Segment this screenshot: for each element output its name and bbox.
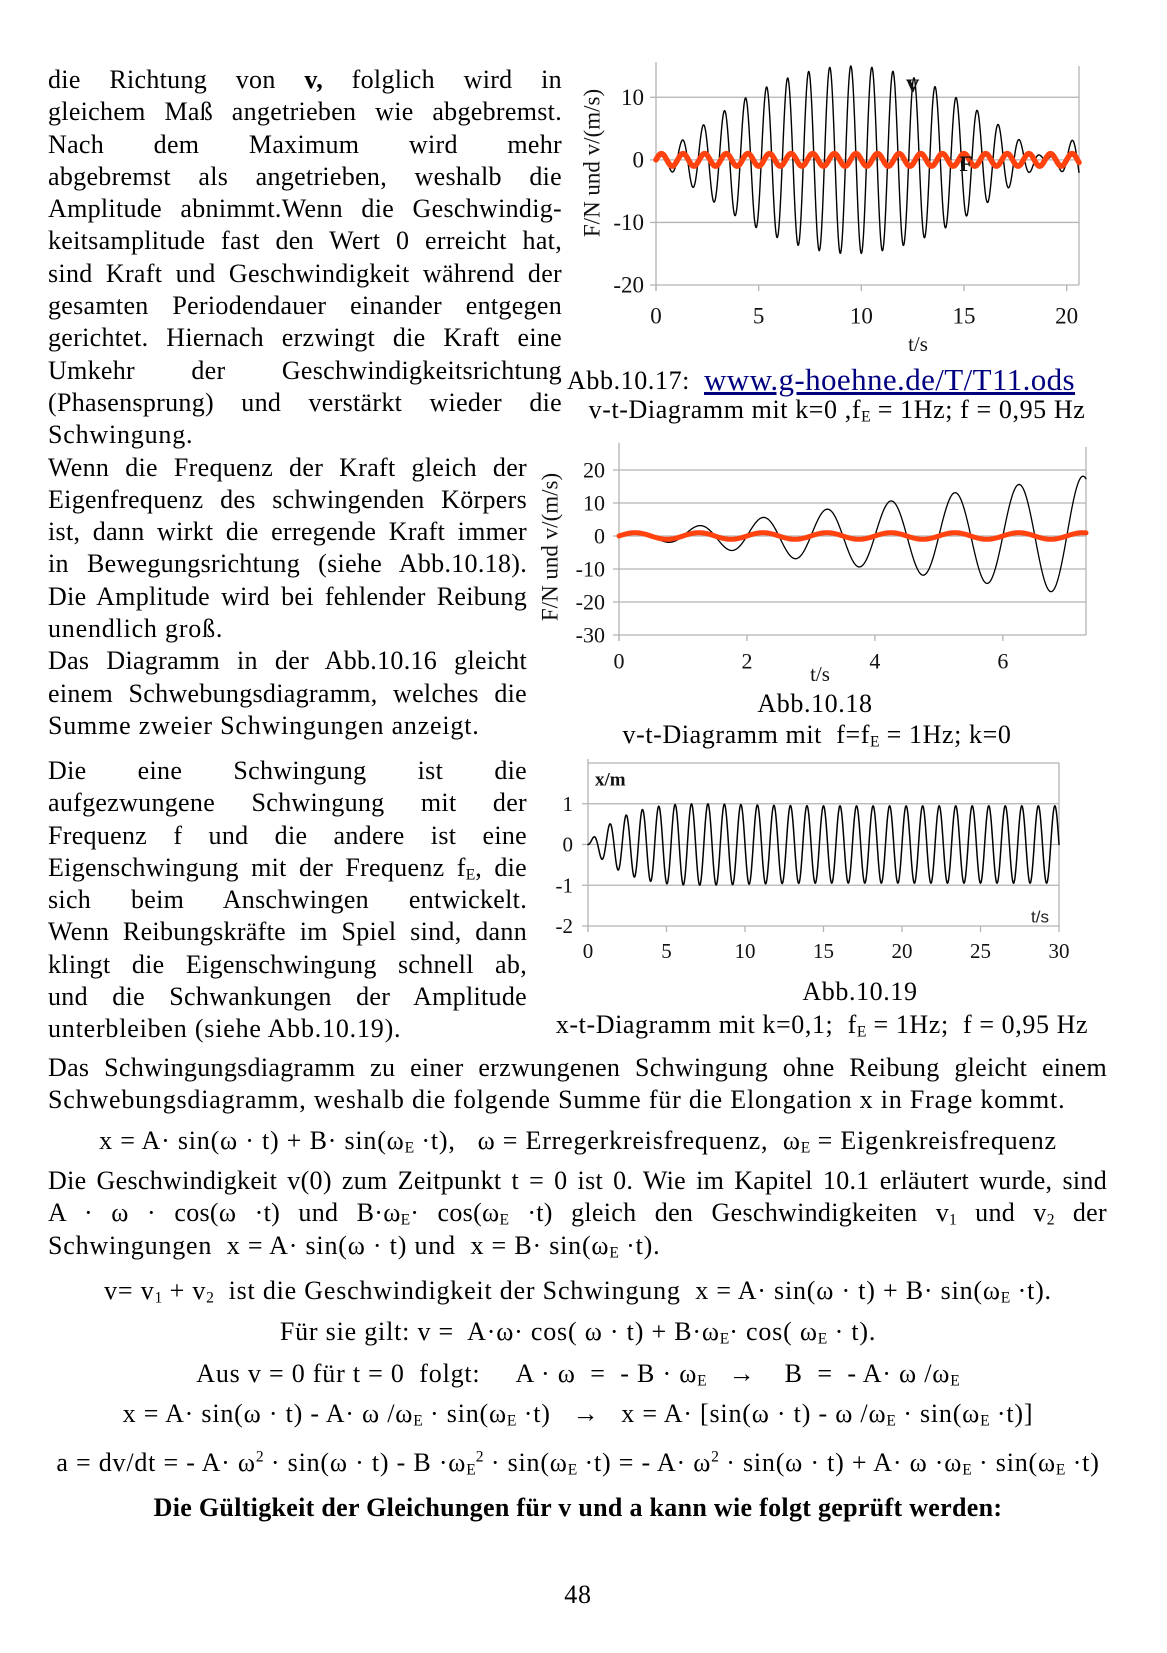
- text-line: Die eine Schwingung ist die: [48, 756, 527, 785]
- x-tick-label: 15: [952, 303, 976, 329]
- x-tick-label: 5: [661, 939, 672, 963]
- subscript: E: [861, 408, 871, 426]
- text-line: Eigenfrequenz des schwingenden Körpers: [48, 484, 527, 514]
- text-run: = 1Hz; f = 0,95 Hz: [866, 1010, 1089, 1039]
- y-tick-label: 20: [583, 457, 605, 483]
- text-line: Schwingung.: [48, 420, 194, 450]
- text-line: Nach dem Maximum wird mehr: [48, 129, 562, 159]
- y-tick-label: -30: [575, 622, 605, 648]
- series-annotation-label: F: [959, 151, 973, 177]
- text-run: → B = - A· ω /ω: [706, 1359, 951, 1388]
- text-run: Eigenschwingung mit der Frequenz f: [48, 852, 466, 882]
- text-run: , die: [475, 852, 527, 882]
- text-line: gesamten Periodendauer einander entgegen: [48, 291, 562, 321]
- text-line: Die Amplitude wird bei fehlender Reibung: [48, 581, 527, 611]
- y-axis-label: F/N und v/(m/s): [537, 472, 563, 622]
- y-axis-label: x/m: [595, 769, 626, 791]
- equation-acceleration: [0, 1447, 1167, 1479]
- subscript: E: [719, 1330, 730, 1348]
- subscript: E: [1000, 1289, 1011, 1307]
- subscript: E: [567, 1461, 578, 1479]
- text-line: Das Schwingungsdiagramm zu einer erzwungenen Schwingung ohne Reibung gleicht einem: [48, 1053, 1107, 1082]
- text-line: Schwebungsdiagramm, weshalb die folgende Summe für die Elongation x in Frage kommt.: [48, 1085, 1066, 1115]
- subscript: 2: [206, 1289, 214, 1307]
- y-tick-label: 1: [562, 791, 573, 816]
- text-run: ·t) gleich den Geschwindigkeiten v: [508, 1198, 950, 1228]
- text-line: [48, 64, 562, 96]
- text-line: sind Kraft und Geschwindigkeit während der: [48, 258, 562, 288]
- subscript: E: [506, 1412, 517, 1430]
- text-line: (Phasensprung) und verstärkt wieder die: [48, 387, 562, 417]
- x-tick-label: 0: [582, 939, 594, 963]
- text-run: ist die Geschwindigkeit der Schwingung x = A· sin(ω · t) + B· sin(ω: [213, 1276, 1001, 1305]
- subscript: E: [499, 1211, 509, 1229]
- chart-abb-10-18: [520, 435, 1100, 685]
- x-tick-label: 6: [997, 648, 1009, 674]
- text-line: abgebremst als angetrieben, weshalb die: [48, 161, 562, 191]
- subscript: E: [465, 866, 476, 884]
- subscript: E: [413, 1412, 423, 1430]
- subscript: E: [962, 1461, 972, 1479]
- x-tick-label: 30: [1048, 939, 1070, 963]
- x-tick-label: 25: [970, 939, 991, 963]
- subscript: 1: [154, 1289, 163, 1307]
- text-run: x-t-Diagramm mit k=0,1; f: [555, 1010, 857, 1039]
- x-axis-label: t/s: [810, 662, 830, 686]
- text-run: ·t) = - A· ω: [577, 1448, 712, 1477]
- text-run: die Richtung von: [48, 65, 305, 94]
- text-run: A · ω · cos(ω ·t) und B·ω: [48, 1198, 401, 1228]
- paragraph-resonance: [48, 452, 527, 646]
- text-run: · cos( ω: [729, 1317, 818, 1346]
- text-line: Die Geschwindigkeit v(0) zum Zeitpunkt t = 0 ist 0. Wie im Kapitel 10.1 erläutert wurde, sind: [48, 1166, 1107, 1195]
- superscript: 2: [255, 1448, 264, 1466]
- x-axis-label: t/s: [1031, 907, 1049, 927]
- figure-caption-10-18: [560, 719, 1074, 751]
- text-line: und die Schwankungen der Amplitude: [48, 982, 527, 1012]
- y-tick-label: 0: [594, 523, 605, 549]
- text-run: v-t-Diagramm mit k=0 ,f: [588, 395, 862, 424]
- text-run: Aus v = 0 für t = 0 folgt: A · ω = - B · ω: [196, 1359, 698, 1388]
- subscript: E: [800, 1139, 811, 1157]
- page-number: 48: [564, 1580, 592, 1609]
- text-line: aufgezwungene Schwingung mit der: [48, 788, 527, 818]
- text-run: = 1Hz; f = 0,95 Hz: [870, 395, 1086, 424]
- text-run: ·t), ω = Erregerkreisfrequenz, ω: [414, 1126, 801, 1155]
- subscript: E: [980, 1412, 990, 1430]
- text-line: [48, 1230, 1107, 1262]
- text-run: ·t).: [1010, 1276, 1052, 1305]
- text-run: Schwingungen x = A· sin(ω · t) und x = B· sin(ω: [48, 1230, 610, 1260]
- figure-number-10-18: Abb.10.18: [757, 689, 873, 718]
- x-tick-label: 20: [1055, 303, 1079, 329]
- y-tick-label: -2: [555, 914, 573, 938]
- text-line: unterbleiben (siehe Abb.10.19).: [48, 1014, 402, 1044]
- x-tick-label: 20: [891, 939, 913, 963]
- x-tick-label: 0: [650, 303, 662, 329]
- subscript: 1: [949, 1211, 957, 1229]
- text-line: Frequenz f und die andere ist eine: [48, 820, 527, 850]
- text-run: · sin(ω: [483, 1448, 568, 1477]
- text-run: ·t) → x = A· [sin(ω · t) - ω /ω: [516, 1399, 887, 1428]
- paragraph-two-oscillations: [48, 755, 527, 1046]
- y-tick-label: -1: [555, 873, 573, 898]
- subscript: E: [697, 1372, 707, 1390]
- text-line: Wenn Reibungskräfte im Spiel sind, dann: [48, 917, 527, 947]
- paragraph-phase-jump: [48, 64, 562, 452]
- text-line: unendlich groß.: [48, 614, 224, 644]
- y-tick-label: 0: [632, 147, 644, 173]
- equation-velocity: [0, 1316, 1167, 1348]
- text-line: Summe zweier Schwingungen anzeigt.: [48, 710, 480, 740]
- text-line: gleichem Maß angetrieben wie abgebremst.: [48, 97, 562, 127]
- x-tick-label: 0: [613, 648, 625, 674]
- text-run: · sin(ω: [895, 1399, 981, 1428]
- subscript: E: [404, 1139, 415, 1157]
- text-line: [48, 852, 527, 884]
- text-run: · sin(ω · t) - B ·ω: [263, 1448, 467, 1477]
- equation-velocity-sum: [0, 1275, 1167, 1307]
- subscript: E: [466, 1461, 476, 1479]
- superscript: 2: [711, 1448, 719, 1466]
- text-run: · sin(ω: [422, 1399, 507, 1428]
- x-tick-label: 4: [869, 648, 881, 674]
- x-tick-label: 15: [813, 939, 834, 963]
- superscript: 2: [475, 1448, 484, 1466]
- text-run: · sin(ω · t) + A· ω ·ω: [718, 1448, 963, 1477]
- y-tick-label: -10: [613, 209, 644, 235]
- paragraph-beat-diagram: [48, 645, 527, 742]
- figure-caption-10-17: [560, 394, 1114, 426]
- subscript: 2: [1046, 1211, 1055, 1229]
- y-tick-label: 10: [583, 490, 605, 516]
- chart-abb-10-19: [520, 755, 1100, 970]
- figure-number-10-17: Abb.10.17:: [567, 366, 690, 395]
- text-line: gerichtet. Hiernach erzwingt die Kraft eine: [48, 323, 562, 353]
- text-line: keitsamplitude fast den Wert 0 erreicht hat,: [48, 226, 562, 256]
- text-line: klingt die Eigenschwingung schnell ab,: [48, 949, 527, 979]
- text-run: ·t).: [618, 1230, 661, 1260]
- text-run: + v: [162, 1276, 207, 1305]
- figure-caption-10-19: [530, 1009, 1114, 1041]
- subscript: E: [950, 1372, 960, 1390]
- text-run: = Eigenkreisfrequenz: [810, 1126, 1057, 1155]
- text-run: v-t-Diagramm mit f=f: [622, 720, 870, 749]
- text-run: x = A· sin(ω · t) - A· ω /ω: [122, 1399, 414, 1428]
- x-tick-label: 10: [849, 303, 873, 329]
- subscript: E: [817, 1330, 828, 1348]
- figure-number-10-19: Abb.10.19: [802, 977, 918, 1006]
- text-run: · t).: [827, 1317, 877, 1346]
- x-tick-label: 2: [741, 648, 753, 674]
- text-run: x = A· sin(ω · t) + B· sin(ω: [99, 1126, 405, 1155]
- equation-elongation-final: [0, 1398, 1167, 1430]
- text-line: sich beim Anschwingen entwickelt.: [48, 885, 527, 915]
- text-line: einem Schwebungsdiagramm, welches die: [48, 678, 527, 708]
- equation-initial-condition: [0, 1358, 1167, 1390]
- text-line: in Bewegungsrichtung (siehe Abb.10.18).: [48, 549, 527, 579]
- subscript: E: [400, 1211, 411, 1229]
- paragraph-beat-sum: [48, 1052, 1107, 1117]
- equation-elongation-sum: [0, 1125, 1167, 1157]
- bold-text: v,: [304, 65, 323, 94]
- text-run: = 1Hz; k=0: [879, 720, 1012, 749]
- subscript: E: [609, 1244, 619, 1262]
- x-tick-label: 10: [734, 939, 756, 963]
- text-run: und v: [956, 1198, 1047, 1228]
- conclusion-heading: Die Gültigkeit der Gleichungen für v und a kann wie folgt geprüft werden:: [153, 1493, 1003, 1522]
- subscript: E: [869, 733, 880, 751]
- text-run: ·t): [1065, 1448, 1100, 1477]
- text-line: [48, 1197, 1107, 1229]
- text-run: ·t)]: [989, 1399, 1034, 1428]
- subscript: E: [886, 1412, 896, 1430]
- text-run: Für sie gilt: v = A·ω· cos( ω · t) + B·ω: [279, 1317, 720, 1346]
- paragraph-velocity: [48, 1165, 1107, 1262]
- text-line: Amplitude abnimmt.Wenn die Geschwindig-: [48, 194, 562, 224]
- series-annotation-label: v: [906, 68, 920, 98]
- x-tick-label: 5: [752, 303, 765, 329]
- subscript: E: [1055, 1461, 1066, 1479]
- text-run: · cos(ω: [410, 1198, 500, 1228]
- y-tick-label: -20: [613, 272, 644, 298]
- y-tick-label: 0: [562, 832, 573, 857]
- y-tick-label: -10: [575, 556, 605, 582]
- y-axis-label: F/N und v/(m/s): [579, 88, 605, 238]
- y-tick-label: 10: [621, 84, 644, 110]
- text-run: folglich wird in: [323, 65, 562, 94]
- chart-abb-10-17: [560, 55, 1100, 355]
- x-axis-label: t/s: [908, 332, 928, 356]
- text-run: v= v: [104, 1276, 155, 1305]
- text-run: · sin(ω: [971, 1448, 1056, 1477]
- text-line: Das Diagramm in der Abb.10.16 gleicht: [48, 646, 527, 676]
- text-run: der: [1054, 1198, 1107, 1228]
- source-link[interactable]: www.g-hoehne.de/T/T11.ods: [704, 362, 1076, 397]
- subscript: E: [856, 1023, 867, 1041]
- text-line: ist, dann wirkt die erregende Kraft immer: [48, 517, 527, 547]
- text-run: a = dv/dt = - A· ω: [56, 1448, 256, 1477]
- y-tick-label: -20: [575, 589, 605, 615]
- text-line: Wenn die Frequenz der Kraft gleich der: [48, 452, 527, 482]
- text-line: Umkehr der Geschwindigkeitsrichtung: [48, 355, 562, 385]
